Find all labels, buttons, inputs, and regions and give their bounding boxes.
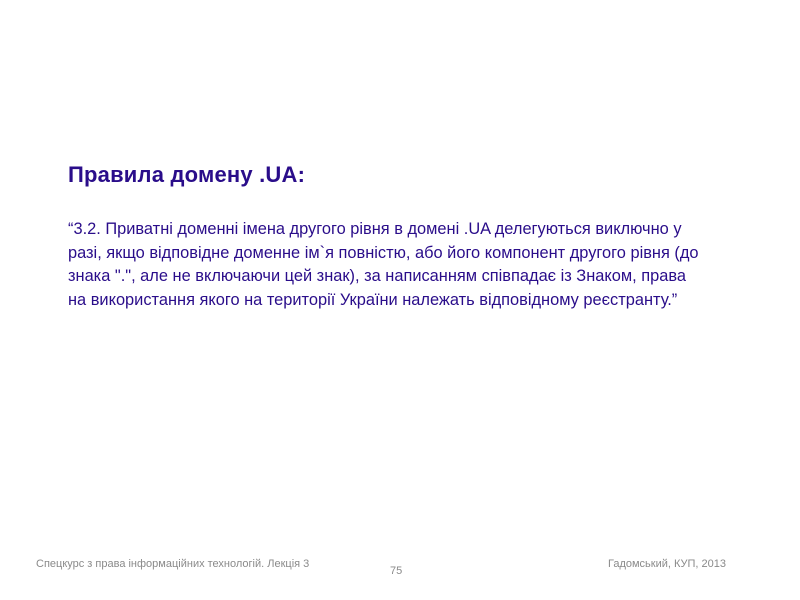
quote-text: “3.2. Приватні доменні імена другого рівня в домені .UA делегуються виключно у разі, якщо відповідне доменне ім`я повністю, або його компонент другого рівня (до знака ".", але не включаючи цей знак), за написанням співпадає із Знаком, права на використання якого на території України належать відповідному реєстранту.” <box>68 220 699 309</box>
footer-course-label: Спецкурс з права інформаційних технологій. Лекція 3 <box>36 558 310 570</box>
slide-title: Правила домену .UA: <box>68 162 306 187</box>
page-number: 75 <box>390 565 403 577</box>
footer-author-label: Гадомський, КУП, 2013 <box>607 558 726 570</box>
